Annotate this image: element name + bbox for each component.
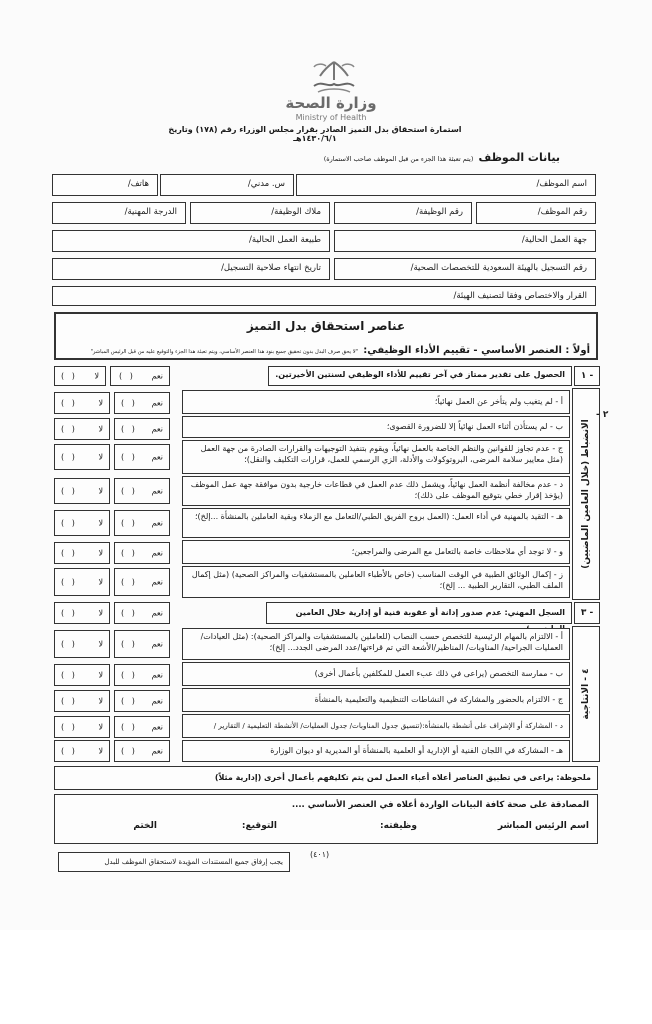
item-a-no-option[interactable]: لا ( ) — [54, 392, 110, 414]
item-c-no-option[interactable]: لا ( ) — [54, 444, 110, 470]
registration-number-field[interactable]: رقم التسجيل بالهيئة السعودية للتخصصات الصحية/ — [334, 258, 596, 280]
prod-d-yes-option[interactable]: نعم ( ) — [114, 716, 170, 738]
discipline-item-c: ج - عدم تجاوز للقوانين والنظم الخاصة بالعمل نهائياً، ويقوم بتنفيذ التوجيهات والقرارات الصادرة من جهة العمل (مثل معايير سلامة المرضى، البروتوكولات والأدلة، الزي الرسمي للعمل، قرارات التكليف والنقل)؛ — [182, 440, 570, 474]
signature-label: التوقيع: — [241, 821, 277, 831]
prod-a-no-option[interactable]: لا ( ) — [54, 630, 110, 658]
row1-criterion: الحصول على تقدير ممتاز في آخر تقييم للأداء الوظيفي لسنتين الأخيرتين. — [268, 366, 572, 386]
professional-grade-field[interactable]: الدرجة المهنية/ — [52, 202, 186, 224]
stamp-label: الختم — [133, 821, 157, 831]
productivity-item-d: د - المشاركة أو الإشراف على أنشطة بالمنشأة:(تنسيق جدول المناوبات/ جدول العمليات/ الأنشطة التعليمية / التقارير / — [182, 714, 570, 738]
prod-b-no-option[interactable]: لا ( ) — [54, 664, 110, 686]
row1-number: ١ - — [574, 366, 600, 386]
item-f-yes-option[interactable]: نعم ( ) — [114, 542, 170, 564]
discipline-item-a: أ - لم يتغيب ولم يتأخر عن العمل نهائياً؛ — [182, 390, 570, 414]
attachments-note: يجب إرفاق جميع المستندات المؤيدة لاستحقاق الموظف للبدل — [104, 858, 283, 866]
item-d-no-option[interactable]: لا ( ) — [54, 478, 110, 504]
item-g-yes-option[interactable]: نعم ( ) — [114, 568, 170, 596]
prod-e-yes-option[interactable]: نعم ( ) — [114, 740, 170, 762]
discipline-item-e: هـ - التقيد بالمهنية في أداء العمل: (العمل بروح الفريق الطبي/التعامل مع الزملاء وبقية العاملين بالمنشأة ...إلخ)؛ — [182, 508, 570, 538]
row3-yes-option[interactable]: نعم ( ) — [114, 602, 170, 624]
position-label: وظيفته: — [380, 821, 417, 831]
discipline-group-label: الانضباط (خلال العامين الماضيين) — [572, 388, 600, 600]
item-f-no-option[interactable]: لا ( ) — [54, 542, 110, 564]
logo-english-text: Ministry of Health — [295, 113, 367, 122]
prod-a-yes-option[interactable]: نعم ( ) — [114, 630, 170, 658]
item-d-yes-option[interactable]: نعم ( ) — [114, 478, 170, 504]
productivity-group-label: ٤ - الانتاجية — [572, 626, 600, 762]
job-cadre-field[interactable]: ملاك الوظيفة/ — [190, 202, 330, 224]
part1-heading — [60, 338, 590, 357]
specialization-field[interactable]: القرار والاختصاص وفقا لتصنيف الهيئة/ — [52, 286, 596, 306]
employee-section-note: (يتم تعبئة هذا الجزء من قبل الموظف صاحب الاستمارة) — [323, 155, 474, 163]
part1-note: "لا يحق صرف البدل بدون تحقيق جميع بنود هذا العنصر الأساسي، ويتم تعبئة هذا الجزء والتوقيع عليه من قبل الرئيس المباشر" — [90, 349, 359, 355]
employee-section-title: بيانات الموظف — [478, 151, 560, 164]
form-number: (٤٠١) — [310, 850, 330, 859]
employee-section-heading — [230, 146, 560, 165]
row3-no-option[interactable]: لا ( ) — [54, 602, 110, 624]
work-nature-field[interactable]: طبيعة العمل الحالية/ — [52, 230, 330, 252]
form-title: استمارة استحقاق بدل التميز الصادر بقرار مجلس الوزراء رقم (١٧٨) وتاريخ ١٤٣٠/٦/١هـ — [168, 125, 462, 143]
prod-c-yes-option[interactable]: نعم ( ) — [114, 690, 170, 712]
employee-number-field[interactable]: رقم الموظف/ — [476, 202, 596, 224]
current-workplace-field[interactable]: جهة العمل الحالية/ — [334, 230, 596, 252]
prod-b-yes-option[interactable]: نعم ( ) — [114, 664, 170, 686]
item-b-yes-option[interactable]: نعم ( ) — [114, 418, 170, 440]
row1-no-option[interactable]: لا ( ) — [54, 366, 106, 386]
productivity-item-e: هـ - المشاركة في اللجان الفنية أو الإدارية أو العلمية بالمنشأة أو المديرية او ديوان الوزارة — [182, 740, 570, 762]
item-b-no-option[interactable]: لا ( ) — [54, 418, 110, 440]
item-e-no-option[interactable]: لا ( ) — [54, 510, 110, 536]
item-g-no-option[interactable]: لا ( ) — [54, 568, 110, 596]
item-e-yes-option[interactable]: نعم ( ) — [114, 510, 170, 536]
discipline-item-f: و - لا توجد أي ملاحظات خاصة بالتعامل مع المرضى والمراجعين؛ — [182, 540, 570, 564]
prod-e-no-option[interactable]: لا ( ) — [54, 740, 110, 762]
productivity-item-b: ب - ممارسة التخصص (يراعى في ذلك عبء العمل للمكلفين بأعمال أخرى) — [182, 662, 570, 686]
attachments-note-box — [58, 852, 290, 872]
discipline-item-d: د - عدم مخالفة أنظمة العمل نهائياً، ويشمل ذلك عدم العمل في قطاعات خارجية بدون موافقة جهة عمل الموظف (يؤخذ إقرار خطي بتوقيع الموظف على ذلك)؛ — [182, 476, 570, 506]
row1-yes-option[interactable]: نعم ( ) — [110, 366, 170, 386]
group2-number: ٢ - — [596, 410, 609, 420]
prod-d-no-option[interactable]: لا ( ) — [54, 716, 110, 738]
job-number-field[interactable]: رقم الوظيفة/ — [334, 202, 472, 224]
civil-registration-field[interactable]: س. مدني/ — [160, 174, 294, 196]
logo-arabic-text: وزارة الصحة — [285, 94, 377, 112]
attestation-box — [54, 794, 598, 844]
phone-field[interactable]: هاتف/ — [52, 174, 158, 196]
item-c-yes-option[interactable]: نعم ( ) — [114, 444, 170, 470]
prod-c-no-option[interactable]: لا ( ) — [54, 690, 110, 712]
discipline-item-g: ز - إكمال الوثائق الطبية في الوقت المناسب (خاص بالأطباء العاملين بالمستشفيات والمراكز الصحية) (مثل إكمال الملف الطبي، التقارير الطبية ... إلخ)؛ — [182, 566, 570, 598]
productivity-item-c: ج - الالتزام بالحضور والمشاركة في النشاطات التنظيمية والتعليمية بالمنشأة — [182, 688, 570, 712]
productivity-item-a: أ - الالتزام بالمهام الرئيسية للتخصص حسب النصاب (للعاملين بالمستشفيات والمراكز الصحية): (مثل العيادات/العمليات الجراحية/ المناوبات/ المناظير/الأشعة التي تم قراءتها/عدد المرضى الجدد... إلخ)؛ — [182, 628, 570, 660]
ministry-emblem-icon — [306, 58, 362, 96]
attestation-text: المصادقة على صحة كافة البيانات الواردة أعلاه في العنصر الأساسي .... — [291, 800, 589, 810]
registration-expiry-field[interactable]: تاريخ انتهاء صلاحية التسجيل/ — [52, 258, 330, 280]
item-a-yes-option[interactable]: نعم ( ) — [114, 392, 170, 414]
row3-number: ٣ - — [574, 602, 600, 624]
elements-title: عناصر استحقاق بدل التميز — [246, 319, 406, 333]
elements-header — [54, 312, 598, 360]
part1-title: أولاً : العنصر الأساسي - تقييم الأداء الوظيفي: — [363, 345, 590, 356]
discipline-item-b: ب - لم يستأذن أثناء العمل نهائياً إلا للضرورة القصوى؛ — [182, 416, 570, 438]
supervisor-name-label: اسم الرئيس المباشر — [497, 821, 589, 831]
row3-criterion: السجل المهني: عدم صدور إدانة أو عقوبة فنية أو إدارية خلال العامين — [266, 602, 572, 624]
workload-note: ملحوظة: يراعى في تطبيق العناصر أعلاه أعباء العمل لمن يتم تكليفهم بأعمال أخرى (إدارية مثلاً) — [54, 766, 598, 790]
employee-name-field[interactable]: اسم الموظف/ — [296, 174, 596, 196]
